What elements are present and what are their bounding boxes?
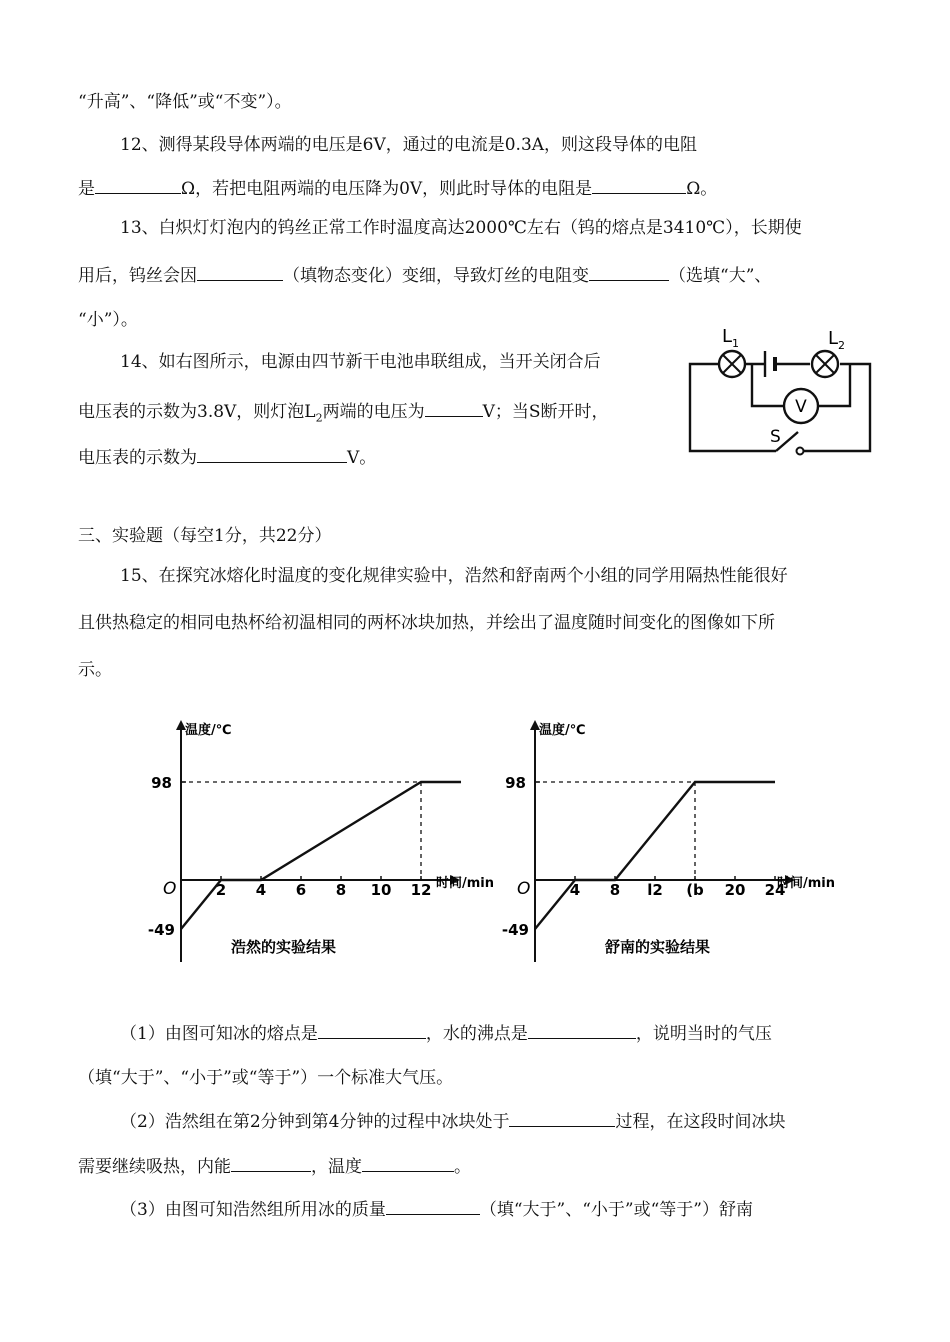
p1-blank-1[interactable] — [318, 1020, 426, 1039]
origin-label: O — [517, 879, 531, 899]
battery-icon — [765, 351, 775, 377]
x-tick-label: 4 — [255, 881, 267, 899]
p2-text-a: （2）浩然组在第2分钟到第4分钟的过程中冰块处于 — [120, 1112, 510, 1132]
q15-p2-line2 — [78, 1153, 471, 1179]
p3-text-a: （3）由图可知浩然组所用冰的质量 — [120, 1200, 386, 1220]
q13-line1: 13、白炽灯灯泡内的钨丝正常工作时温度高达2000℃左右（钨的熔点是3410℃），长期使 — [120, 218, 802, 238]
x-tick-label: (b — [686, 881, 704, 899]
lamp1-label: $L_1$ — [722, 326, 740, 350]
q14-subscript: 2 — [315, 411, 323, 425]
x-tick-label: 8 — [609, 881, 621, 899]
q13-line3: “小”）。 — [78, 310, 138, 330]
q14-blank-2[interactable] — [197, 444, 347, 463]
chart-haoran — [140, 712, 495, 970]
q15-p1-line2: （填“大于”、“小于”或“等于”）一个标准大气压。 — [78, 1068, 454, 1088]
q14-text-b: 两端的电压为 — [322, 402, 425, 422]
series-line — [535, 782, 775, 929]
q14-text-c: V；当S断开时， — [482, 402, 609, 422]
p3-blank-1[interactable] — [386, 1196, 480, 1215]
q13-text-b: （填物态变化）变细，导致灯丝的电阻变 — [283, 266, 589, 286]
q15-line3: 示。 — [78, 660, 112, 680]
q11-tail: “升高”、“降低”或“不变”）。 — [78, 92, 292, 112]
q12-line1: 12、测得某段导体两端的电压是6V，通过的电流是0.3A，则这段导体的电阻 — [120, 135, 698, 155]
chart-title: 舒南的实验结果 — [605, 938, 711, 956]
switch-label: S — [770, 427, 781, 447]
p2-text-e: 。 — [454, 1157, 471, 1177]
q13-blank-2[interactable] — [589, 262, 669, 281]
q15-p3-line1 — [120, 1196, 753, 1222]
x-axis-label: 时间/min — [436, 876, 495, 891]
p2-blank-3[interactable] — [362, 1153, 454, 1172]
y-tick-label: 98 — [151, 774, 172, 792]
q13-blank-1[interactable] — [197, 262, 283, 281]
x-tick-label: 20 — [724, 881, 746, 899]
q12-blank-1[interactable] — [95, 175, 181, 194]
x-axis-label: 时间/min — [777, 876, 836, 891]
p2-text-b: 过程，在这段时间冰块 — [615, 1112, 786, 1132]
p2-text-c: 需要继续吸热，内能 — [78, 1157, 231, 1177]
lamp-l1 — [719, 351, 745, 377]
p3-text-b: （填“大于”、“小于”或“等于”）舒南 — [479, 1200, 753, 1220]
section3-heading: 三、实验题（每空1分，共22分） — [78, 526, 332, 546]
y-tick-label: -49 — [147, 921, 175, 939]
q15-line2: 且供热稳定的相同电热杯给初温相同的两杯冰块加热，并绘出了温度随时间变化的图像如下所 — [78, 613, 775, 633]
p1-blank-2[interactable] — [528, 1020, 636, 1039]
x-tick-label: 12 — [410, 881, 432, 899]
x-tick-label: 2 — [215, 881, 227, 899]
series-line — [181, 782, 461, 929]
q12-blank-2[interactable] — [592, 175, 686, 194]
q14-text-d: 电压表的示数为 — [78, 448, 197, 468]
p1-text-c: ，说明当时的气压 — [635, 1024, 772, 1044]
q12-text-b: Ω，若把电阻两端的电压降为0V，则此时导体的电阻是 — [181, 179, 593, 199]
q14-line2 — [78, 398, 609, 430]
x-tick-label: 10 — [370, 881, 392, 899]
q15-p1-line1 — [120, 1020, 772, 1046]
lamp2-label: $L_2$ — [828, 328, 846, 352]
x-tick-label: 6 — [295, 881, 307, 899]
q14-blank-1[interactable] — [425, 398, 483, 417]
p2-blank-1[interactable] — [509, 1108, 615, 1127]
q12-text-c: Ω。 — [686, 179, 718, 199]
q14-text-e: V。 — [347, 448, 377, 468]
p1-text-a: （1）由图可知冰的熔点是 — [120, 1024, 318, 1044]
y-tick-label: -49 — [501, 921, 529, 939]
q12-line2 — [78, 175, 717, 201]
q15-p2-line1 — [120, 1108, 785, 1134]
q14-line3 — [78, 444, 376, 470]
p1-text-b: ，水的沸点是 — [425, 1024, 528, 1044]
y-tick-label: 98 — [505, 774, 526, 792]
q13-text-a: 用后，钨丝会因 — [78, 266, 197, 286]
chart-title: 浩然的实验结果 — [231, 938, 337, 956]
q14-line1: 14、如右图所示，电源由四节新干电池串联组成，当开关闭合后 — [120, 352, 601, 372]
voltmeter-label: V — [795, 397, 807, 417]
circuit-diagram — [680, 318, 880, 460]
lamp-l2 — [812, 351, 838, 377]
q15-line1: 15、在探究冰熔化时温度的变化规律实验中，浩然和舒南两个小组的同学用隔热性能很好 — [120, 566, 788, 586]
q12-text-a: 是 — [78, 179, 95, 199]
x-tick-label: 8 — [335, 881, 347, 899]
p2-blank-2[interactable] — [231, 1153, 311, 1172]
origin-label: O — [163, 879, 177, 899]
x-tick-label: 24 — [764, 881, 786, 899]
y-axis-label: 温度/℃ — [539, 723, 586, 738]
p2-text-d: ，温度 — [311, 1157, 362, 1177]
q13-text-c: （选填“大”、 — [669, 266, 772, 286]
q13-line2 — [78, 262, 771, 288]
y-axis-label: 温度/℃ — [185, 723, 232, 738]
chart-shunan — [495, 712, 855, 970]
x-tick-label: l2 — [647, 881, 663, 899]
q14-text-a: 电压表的示数为3.8V，则灯泡L — [78, 402, 316, 422]
x-tick-label: 4 — [569, 881, 581, 899]
